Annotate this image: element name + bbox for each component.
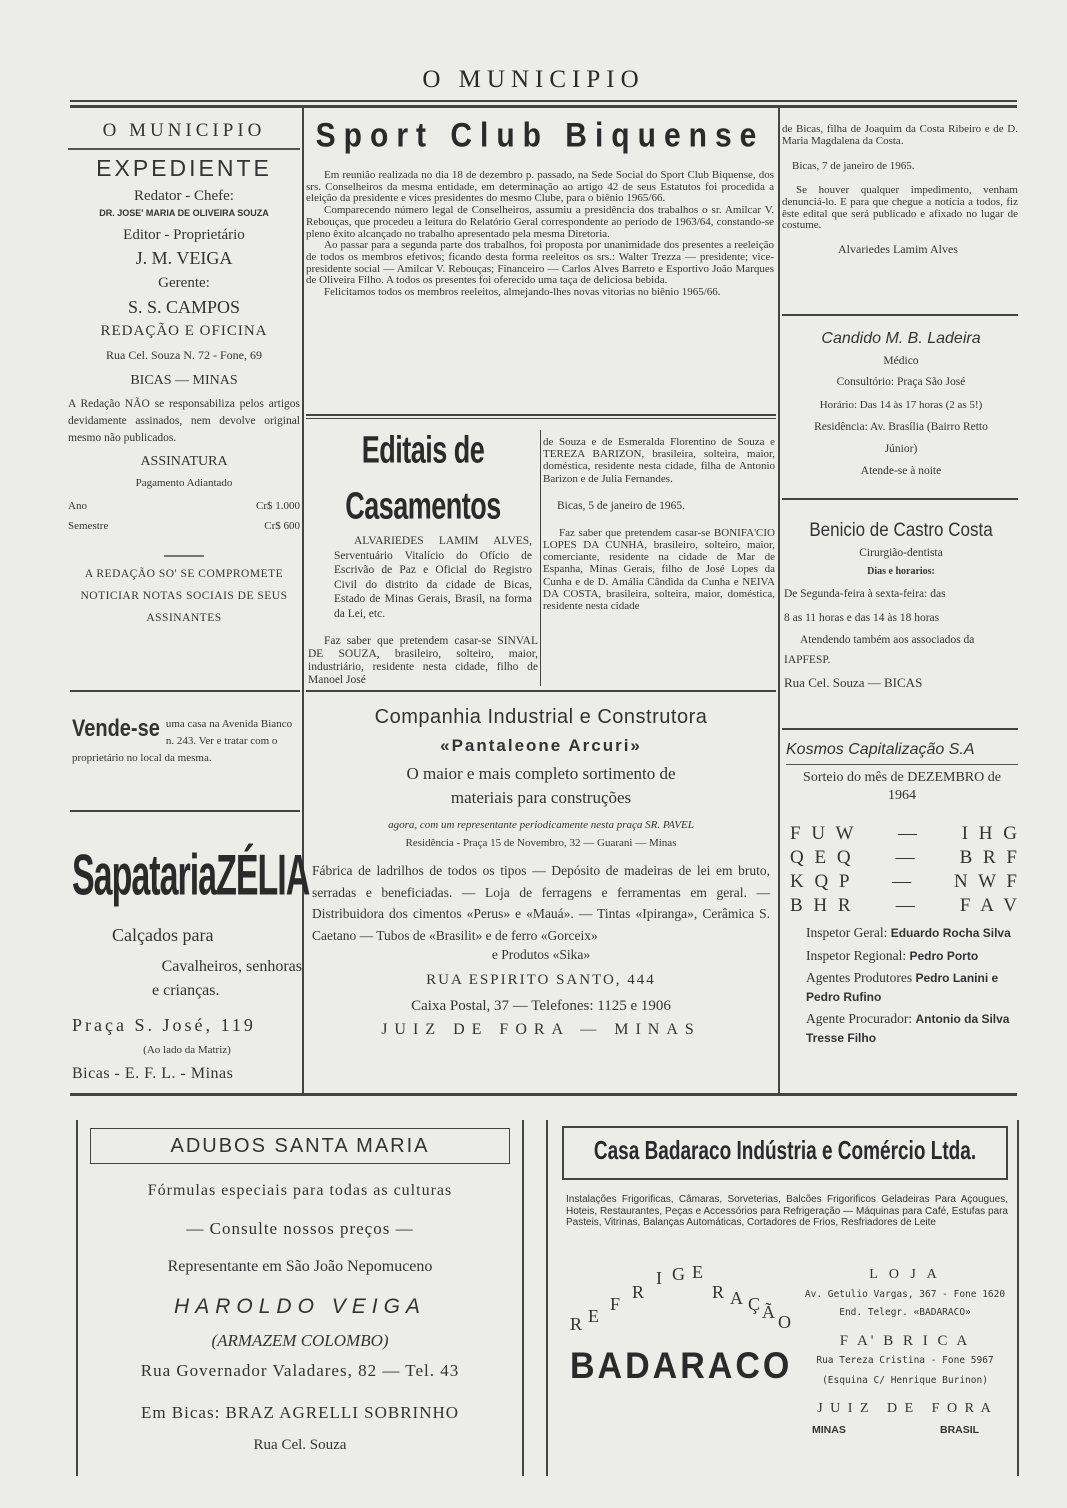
sapataria-line-1: Calçados para <box>112 925 214 945</box>
editais-title: Editais de Casamentos <box>345 429 501 527</box>
procurador-label: Agente Procurador: <box>806 1011 913 1026</box>
draw-left: Q E Q <box>790 847 854 868</box>
assinatura-title: ASSINATURA <box>140 454 228 469</box>
badaraco-fabrica-addr: Rua Tereza Cristina - Fone 5967 <box>816 1355 994 1366</box>
inspetor-regional-name: Pedro Porto <box>909 948 979 963</box>
paper-name: O MUNICIPIO <box>102 120 266 141</box>
gerente-label: Gerente: <box>158 275 210 291</box>
divider <box>306 418 776 419</box>
column-divider-2 <box>778 108 780 1093</box>
payment-note: Pagamento Adiantado <box>135 477 233 489</box>
sapataria-name: Sapataria <box>72 843 217 909</box>
editais-marriage-2-cont: de Bicas, filha de Joaquim da Costa Ribeiro e de D. Maria Magdalena da Costa. <box>782 123 1018 147</box>
divider <box>68 148 300 150</box>
zelia-name: ZÉLIA <box>216 843 310 909</box>
arc-letter: O <box>778 1312 791 1332</box>
badaraco-right-rule <box>1017 1120 1019 1476</box>
city-line: BICAS — MINAS <box>130 373 238 388</box>
agentes-label: Agentes Produtores <box>806 970 913 985</box>
sub-price: Cr$ 600 <box>264 520 300 532</box>
vende-se-text: uma casa na Avenida Bianco n. 243. Ver e tratar com o proprietário no local da mesma. <box>72 718 293 764</box>
expediente-title: EXPEDIENTE <box>96 155 272 181</box>
benicio-days-label: Dias e horarios: <box>867 566 935 577</box>
benicio-ad <box>784 516 1018 696</box>
companhia-slogan-1: O maior e mais completo sortimento de <box>406 764 676 783</box>
commitment-note: A REDAÇÃO SO' SE COMPROMETE NOTICIAR NOTAS SOCIAIS DE SEUS ASSINANTES <box>80 568 288 624</box>
companhia-sub: «Pantaleone Arcuri» <box>440 736 642 755</box>
sapataria-line-2: Cavalheiros, senhoras <box>161 958 302 975</box>
divider <box>782 728 1018 730</box>
kosmos-sorteio: Sorteio do mês de DEZEMBRO de 1964 <box>803 770 1001 803</box>
divider <box>70 810 300 812</box>
inspetor-geral <box>790 924 1018 943</box>
adubos-line-2: — Consulte nossos preços — <box>186 1219 414 1238</box>
benicio-atend: Atendendo também aos associados da IAPFESP. <box>784 634 975 666</box>
editais-intro: ALVARIEDES LAMIM ALVES, Serventuário Vitalício do Ofício de Escrivão de Paz e Oficial do Registro Civil do distrito da cidade de Bicas, Estado de Minas Gerais, Brasil, na forma da Lei, etc. <box>334 535 532 620</box>
badaraco-left-rule <box>546 1120 548 1476</box>
adubos-left-rule <box>76 1120 78 1476</box>
sub-price: Cr$ 1.000 <box>256 500 300 512</box>
arc-letter: Ã <box>762 1302 775 1322</box>
divider <box>70 690 300 692</box>
companhia-caixa: Caixa Postal, 37 — Telefones: 1125 e 1906 <box>411 998 671 1014</box>
sapataria-address: Praça S. José, 119 <box>72 1015 256 1035</box>
editais-date-1: Bicas, 5 de janeiro de 1965. <box>557 499 686 512</box>
badaraco-loja-telegr: End. Telegr. «BADARACO» <box>839 1307 971 1318</box>
editais-date-2: Bicas, 7 de janeiro de 1965. <box>792 160 915 172</box>
badaraco-minas: MINAS <box>812 1424 846 1436</box>
draw-row <box>790 894 1020 918</box>
adubos-bicas: Em Bicas: BRAZ AGRELLI SOBRINHO <box>140 1403 460 1422</box>
draw-right: F A V <box>959 895 1020 916</box>
badaraco-description: Instalações Frigorificas, Câmaras, Sorveterias, Balcões Frigorificos Geladeiras Para Açougues, Hoteis, Restaurantes, Peças e Accessórios para Refrigeração — Máquinas para Café, Estufas para Pasteis, Vitrinas, Balanças Automáticas, Cortadores de Frios, Resfriadores de Leite <box>566 1194 1008 1228</box>
draw-right: B R F <box>959 847 1020 868</box>
disclaimer-text: A Redação NÃO se responsabiliza pelos artigos devidamente assinados, nem devolve original mesmo não publicados. <box>68 398 300 444</box>
draw-row <box>790 870 1020 894</box>
draw-dash: — <box>892 871 915 892</box>
candido-name: Candido M. B. Ladeira <box>821 330 981 347</box>
arc-letter: Ç <box>748 1294 761 1314</box>
benicio-hours-2: 8 as 11 horas e das 14 às 18 horas <box>784 612 940 624</box>
badaraco-big: BADARACO <box>570 1345 793 1387</box>
agentes-names: Pedro Lanini e Pedro Rufino <box>806 971 999 1004</box>
vende-se-heading: Vende-se <box>72 715 160 743</box>
top-rule-thick <box>70 105 1017 108</box>
adubos-title: ADUBOS SANTA MARIA <box>170 1135 430 1157</box>
editais-marriage-2: Faz saber que pretendem casar-se BONIFA'CIO LOPES DA CUNHA, brasileiro, solteiro, maior, comerciante, residente na cidade de Mar de Espanha, Minas Gerais, filho de José Lopes da Cunha e de D. Amália Cândida da Cunha e NEIVA DA COSTA, brasileira, solteira, maior, doméstica, residente nesta cidade <box>543 526 775 613</box>
editor-label: Editor - Proprietário <box>123 227 245 243</box>
editais-signature: Alvariedes Lamim Alves <box>838 242 958 257</box>
arc-letter: R <box>632 1282 645 1302</box>
companhia-ad <box>308 700 774 1042</box>
vende-se-ad <box>72 716 302 767</box>
divider <box>782 498 1018 500</box>
badaraco-loja: L O J A <box>869 1267 941 1282</box>
page-masthead: O MUNICIPIO <box>422 66 645 93</box>
draw-left: B H R <box>790 895 854 916</box>
arc-letter: R <box>570 1314 583 1334</box>
kosmos-name: Kosmos Capitalização S.A <box>786 741 975 758</box>
adubos-store: (ARMAZEM COLOMBO) <box>211 1331 389 1350</box>
sport-paragraph: Comparecendo número legal de Conselheiros, assumiu a presidência dos trabalhos o sr. Amilcar V. Rebouças, que procedeu a leitura do Relatório Geral correspondente ao período de 1963/64, constando-se pleno êxito alcançado no trabalho apresentado pela mesma Diretoria. <box>306 204 774 240</box>
draw-left: K Q P <box>790 871 853 892</box>
divider <box>306 414 776 416</box>
redacao-address: Rua Cel. Souza N. 72 - Fone, 69 <box>106 348 262 362</box>
sport-club-title: Sport Club Biquense <box>315 116 765 155</box>
sport-club-article <box>306 118 774 299</box>
adubos-right-rule <box>522 1120 524 1476</box>
badaraco-fabrica: F A' B R I C A <box>839 1333 971 1349</box>
sport-paragraph: Ao passar para a segunda parte dos trabalhos, foi proposta por unanimidade dos presentes a reeleição de todos os membros efetivos; ficando desta forma reeleitos os srs.: Walter Trezza — presidente; vice-presidente social — Amilcar V. Rebouças; Financeiro — Carlos Alves Barreto e Esportivo João Marques de Oliveira Filho. A todos os presentes foi oferecido uma taça de deliciosa bebida. <box>306 239 774 287</box>
candido-hours: Horário: Das 14 às 17 horas (2 as 5!) <box>819 399 983 411</box>
draw-right: I H G <box>961 823 1020 844</box>
candido-consult: Consultório: Praça São José <box>836 376 966 388</box>
inspetor-geral-name: Eduardo Rocha Silva <box>890 926 1011 940</box>
agentes-produtores <box>790 969 1018 1006</box>
companhia-body: Fábrica de ladrilhos de todos os tipos — Depósito de madeiras de lei em bruto, serradas e beneficiadas. — Loja de ferragens e ferramentas em geral. — Distribuidora dos cimentos «Perus» e «Mauá». — Tintas «Ipiranga», Cerâmica S. Caetano — Tubos de «Brasilit» e de ferro «Gorceix» <box>312 863 770 943</box>
badaraco-city: J U I Z D E F O R A <box>817 1401 993 1416</box>
inspetor-geral-label: Inspetor Geral: <box>806 925 888 940</box>
editais-marriage-1-cont: de Souza e de Esmeralda Florentino de Souza e TEREZA BARIZON, brasileira, solteira, maior, doméstica, residente nesta cidade, filha de Antonio Barizon e de Julia Fernandes. <box>543 436 775 485</box>
draw-row <box>790 822 1020 846</box>
badaraco-fabrica-corner: (Esquina C/ Henrique Burinon) <box>822 1375 988 1386</box>
companhia-city: JUIZ DE FORA — MINAS <box>381 1021 701 1038</box>
candido-residence: Residência: Av. Brasília (Bairro Retto Júnior) <box>814 421 988 455</box>
kosmos-draw-table <box>790 822 1020 918</box>
editor-name: J. M. VEIGA <box>135 248 233 268</box>
sub-label: Ano <box>68 500 87 512</box>
sapataria-city: Bicas - E. F. L. - Minas <box>72 1065 234 1082</box>
sapataria-zelia-ad <box>72 830 310 1088</box>
sport-paragraph: Felicitamos todos os membros reeleitos, almejando-lhes novas vitorias no biênio 1965/66. <box>324 286 721 299</box>
arc-letter: E <box>588 1306 599 1326</box>
agente-procurador <box>790 1010 1018 1047</box>
procurador-name: Antonio da Silva Tresse Filho <box>806 1012 1010 1045</box>
arc-letter: E <box>692 1262 703 1282</box>
badaraco-loja-addr: Av. Getulio Vargas, 367 - Fone 1620 <box>804 1289 1006 1300</box>
sub-label: Semestre <box>68 520 109 532</box>
sport-paragraph: Em reunião realizada no dia 18 de dezembro p. passado, na Sede Social do Sport Club Biquense, dos srs. Conselheiros da mesma entidade, em determinação ao artigo 42 de seus Estatutos foi procedida a eleição da presidente e vices presidentes do mesmo Clube, para o biênio 1965/66. <box>306 169 774 205</box>
editais-divider <box>540 430 541 686</box>
divider <box>306 690 776 692</box>
editais-continued <box>782 124 1018 256</box>
candido-atende: Atende-se à noite <box>860 465 942 477</box>
arc-letter: R <box>712 1282 725 1302</box>
benicio-hours-1: De Segunda-feira à sexta-feira: das <box>784 588 946 600</box>
candido-ad <box>784 326 1018 482</box>
adubos-line-3: Representante em São João Nepomuceno <box>167 1258 433 1275</box>
gerente-name: S. S. CAMPOS <box>127 297 241 317</box>
badaraco-brasil: BRASIL <box>940 1424 980 1436</box>
editais-notice: Se houver qualquer impedimento, venham denunciá-lo. E para que chegue a notícia a todos, fiz êste edital que será publicado e afixado no lugar de costume. <box>782 184 1018 232</box>
benicio-address: Rua Cel. Souza — BICAS <box>784 675 923 690</box>
top-rule <box>70 100 1017 102</box>
column-divider-1 <box>302 108 304 1093</box>
arc-letter: G <box>672 1264 685 1284</box>
companhia-produtos: e Produtos «Sika» <box>491 947 591 962</box>
column-left <box>68 112 300 629</box>
draw-dash: — <box>898 823 921 844</box>
editais-col-a <box>308 430 538 692</box>
bottom-section-rule <box>70 1093 1017 1096</box>
redator-name: DR. JOSE' MARIA DE OLIVEIRA SOUZA <box>99 208 269 218</box>
kosmos-staff <box>790 924 1018 1047</box>
companhia-name: Companhia Industrial e Construtora <box>374 706 708 728</box>
draw-dash: — <box>895 895 918 916</box>
arc-letter: I <box>656 1268 662 1288</box>
inspetor-regional-label: Inspetor Regional: <box>806 947 907 963</box>
divider <box>786 764 1018 765</box>
companhia-street: RUA ESPIRITO SANTO, 444 <box>426 972 656 988</box>
subscription-row <box>68 517 300 535</box>
editais-marriage-1: Faz saber que pretendem casar-se SINVAL DE SOUZA, brasileiro, solteiro, maior, industriário, residente nesta cidade, filho de Manoel José <box>308 635 538 686</box>
adubos-street: Rua Cel. Souza <box>253 1437 347 1453</box>
short-divider <box>164 555 204 557</box>
benicio-role: Cirurgião-dentista <box>859 547 943 559</box>
companhia-rep: agora, com um representante periodicamente nesta praça SR. PAVEL <box>388 819 694 831</box>
adubos-line-1: Fórmulas especiais para todas as culturas <box>147 1182 453 1199</box>
subscription-row <box>68 495 300 517</box>
sapataria-line-3: e crianças. <box>152 982 220 999</box>
adubos-address: Rua Governador Valadares, 82 — Tel. 43 <box>140 1361 460 1380</box>
arc-letter: A <box>730 1288 743 1308</box>
sapataria-title <box>72 830 310 910</box>
candido-role: Médico <box>883 355 919 367</box>
adubos-rep-name: HAROLDO VEIGA <box>174 1295 426 1318</box>
badaraco-title: Casa Badaraco Indústria e Comércio Ltda. <box>593 1137 977 1166</box>
companhia-residence: Residência - Praça 15 de Novembro, 32 — Guarani — Minas <box>405 837 677 849</box>
draw-row <box>790 846 1020 870</box>
editais-col-b <box>543 436 775 612</box>
redacao-label: REDAÇÃO E OFICINA <box>100 323 268 339</box>
redator-label: Redator - Chefe: <box>134 188 234 204</box>
arc-letter: F <box>610 1294 621 1314</box>
draw-right: N W F <box>953 871 1020 892</box>
kosmos-ad <box>786 736 1018 805</box>
refrigeracao-arc <box>564 1258 804 1338</box>
draw-dash: — <box>895 847 918 868</box>
benicio-name: Benicio de Castro Costa <box>809 518 993 541</box>
companhia-slogan-2: materiais para construções <box>450 788 632 807</box>
draw-left: F U W <box>790 823 857 844</box>
divider <box>782 314 1018 316</box>
sapataria-note: (Ao lado da Matriz) <box>143 1044 231 1056</box>
inspetor-regional <box>790 947 1018 966</box>
